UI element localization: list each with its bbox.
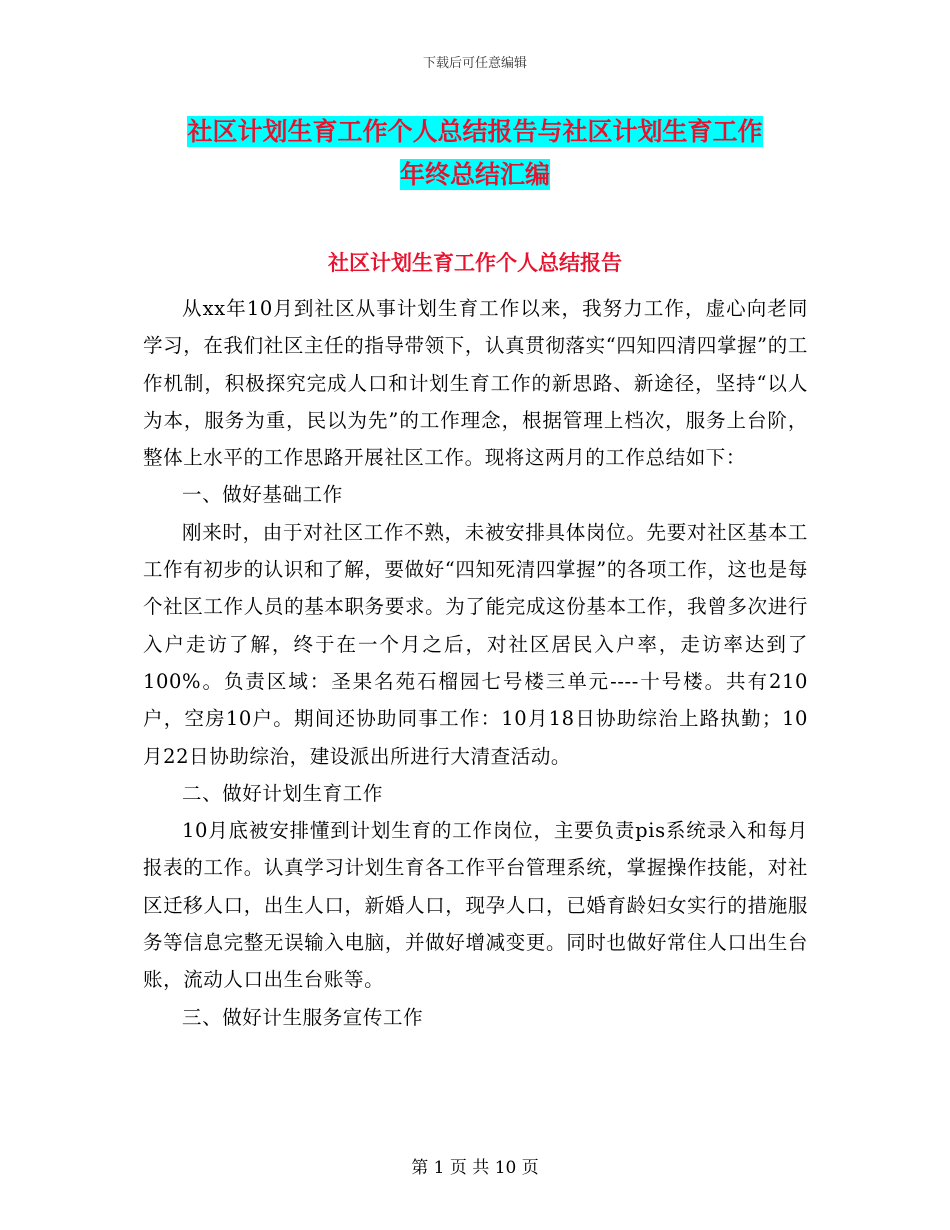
paragraph-basic-work: 刚来时，由于对社区工作不熟，未被安排具体岗位。先要对社区基本工工作有初步的认识和了解，要做好“四知死清四掌握”的各项工作，这也是每个社区工作人员的基本职务要求。为了能完成这份基本工作，我曾多次进行入户走访了解，终于在一个月之后，对社区居民入户率，走访率达到了100%。负责区域：圣果名苑石榴园七号楼三单元----十号楼。共有210户，空房10户。期间还协助同事工作：10月18日协助综治上路执勤；10月22日协助综治，建设派出所进行大清查活动。 [143, 520, 808, 768]
document-title-line-2: 年终总结汇编 [399, 160, 550, 189]
document-title [100, 110, 850, 196]
paragraph-heading-3: 三、做好计生服务宣传工作 [182, 1005, 424, 1029]
page-footer: 第 1 页 共 10 页 [411, 1158, 539, 1178]
header-note: 下载后可任意编辑 [422, 56, 527, 71]
paragraph-family-planning: 10月底被安排懂到计划生育的工作岗位，主要负责pis系统录入和每月报表的工作。认真学习计划生育各工作平台管理系统，掌握操作技能，对社区迁移人口，出生人口，新婚人口，现孕人口，已婚育龄妇女实行的措施服务等信息完整无误输入电脑，并做好增减变更。同时也做好常住人口出生台账，流动人口出生台账等。 [143, 819, 808, 992]
paragraph-heading-2: 二、做好计划生育工作 [182, 781, 384, 805]
document-title-line-1: 社区计划生育工作个人总结报告与社区计划生育工作 [187, 117, 763, 146]
paragraph-intro: 从xx年10月到社区从事计划生育工作以来，我努力工作，虚心向老同学习，在我们社区主任的指导带领下，认真贯彻落实“四知四清四掌握”的工作机制，积极探究完成人口和计划生育工作的新思路、新途径，坚持“以人为本，服务为重，民以为先”的工作理念，根据管理上档次，服务上台阶，整体上水平的工作思路开展社区工作。现将这两月的工作总结如下： [143, 297, 808, 470]
document-body [143, 290, 808, 1036]
paragraph-heading-1: 一、做好基础工作 [182, 483, 343, 507]
section-title: 社区计划生育工作个人总结报告 [328, 250, 622, 275]
